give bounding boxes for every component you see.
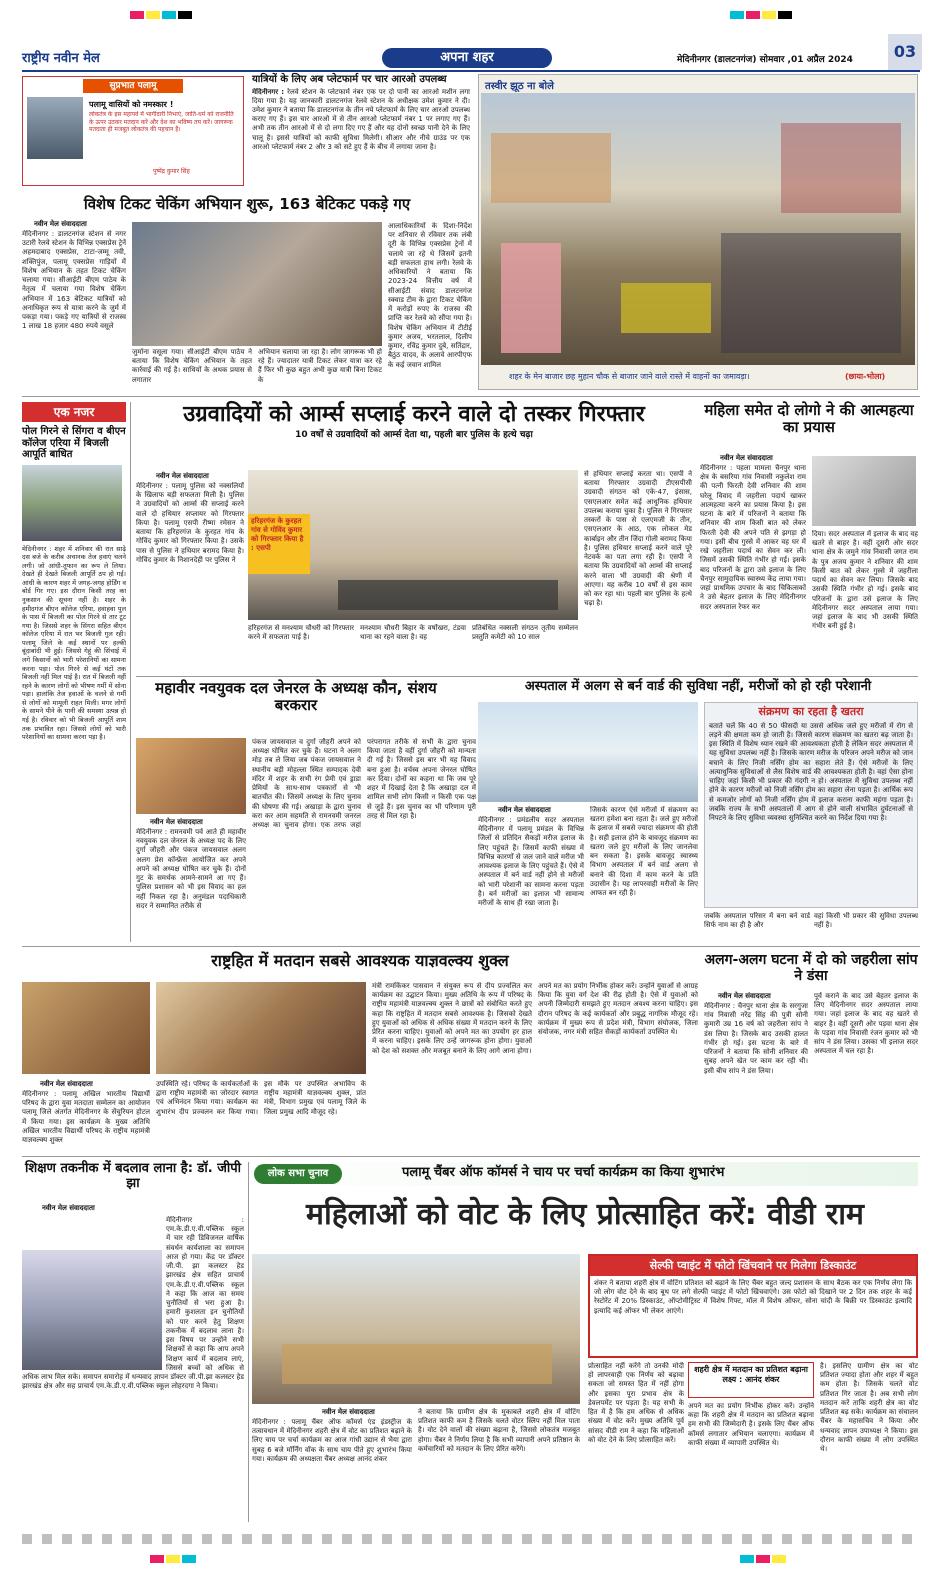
arms-caption-2: मनश्याम चौधरी बिहार के वर्षोखरा, टंडवा थाना का रहने वाला है। वह: [360, 624, 466, 642]
vote-national-body-4: अपने मत का प्रयोग निर्भीक होकर करें। उन्होंने युवाओं से आग्रह किया कि युवा वर्ग देश की रीढ़ होती है। ऐसे में युवाओं को अपनी जिम्मेदारी समझते हुए मतदान अवश्य करना चाहिए। इस दौरान परिषद के कई कार्यकर्ता और प्रबुद्ध नागरिक मौजूद रहे। कार्यक्रम में मुख्य रूप से प्रदेश मंत्री, विभाग संयोजक, जिला संयोजक, नगर मंत्री सहित सैकड़ों कार्यकर्ता उपस्थित थे।: [538, 982, 698, 1037]
ek-nazar-label: एक नजर: [22, 402, 126, 422]
arms-subheadline: 10 वर्षों से उग्रवादियों को आर्म्स देता था, पहली बार पुलिस के हत्थे चढ़ा: [295, 430, 533, 441]
dateline: मेदिनीनगर (डालटनगंज) सोमवार ,01 अप्रैल 2024: [677, 55, 853, 65]
suprabhat-box: [22, 76, 244, 186]
arms-body-1: मेदिनीनगर : पलामू पुलिस को नक्सलियों के खिलाफ बड़ी सफलता मिली है। पुलिस ने उग्रवादियों को आर्म्स की सप्लाई करने वाले दो हथियार सप्लायर को गिरफ्तार किया है। पलामू एसपी रीष्मा रमेसन ने बताया कि हरिहरगंज के कुरहत गांव के गोविंद कुमार को गिरफ्तार किया है। उसके पास से पुलिस ने हथियार बरामद किया है। गोविंद कुमार के निशानदेही पर पुलिस ने: [136, 482, 244, 564]
vote-national-byline: नवीन मेल संवाददाता: [40, 1080, 93, 1088]
infection-box: [704, 702, 918, 908]
hospital-foot-1: जबकि अस्पताल परिसर में बना बर्न वार्ड सिर्फ नाम का ही है और: [704, 912, 810, 930]
ticket-byline: नवीन मेल संवाददाता: [34, 220, 87, 228]
lok-sabha-byline: नवीन मेल संवाददाता: [322, 1408, 375, 1416]
lok-sabha-right: है। इसलिए ग्रामीण क्षेत्र का वोट प्रतिशत ज्यादा होता और शहर में बहुत कम होता है। जिसके चलते वोट प्रतिशत गिर जाता है। अब सभी लोग मतदान करें ताकि शहरी क्षेत्र का वोट प्रतिशत बढ़ सके। कार्यक्रम का संचालन चैंबर के महासचिव ने किया और धन्यवाद ज्ञापन उपाध्यक्ष ने किया। इस दौरान काफी संख्या में लोग उपस्थित थे।: [820, 1362, 918, 1454]
ticket-body-3: अभियान चलाया जा रहा है। लोग जागरूक भी हो रहे हैं। ज्यादातर यात्री टिकट लेकर यात्रा कर रहे हैं फिर भी कुछ बहुत अभी कुछ यात्री बिना टिकट के: [258, 348, 382, 384]
photo-story-credit: (छाया-भोला): [845, 372, 886, 381]
float-spacer: [22, 1216, 166, 1372]
masthead: [22, 42, 922, 70]
suprabhat-signature: पुष्पेंद्र कुमार सिंह: [153, 168, 190, 175]
education-body-text: मेदिनीनगर : एम.के.डी.ए.वी.पब्लिक स्कूल में चार रही डिविजनल वार्षिक संवर्धन कार्यशाला का समापन आज हो गया। केंद्र पर डॉक्टर जी.पी. झा कलस्टर हेड झारखंड क्षेत्र सहित प्राचार्य एम.के.डी.ए.वी.पब्लिक स्कूल ने कहा कि आज का समय चुनौतियों से भरा हुआ है। हमारी कुशलता इन चुनौतियों को पार करने हेतु शिक्षण तकनीक में बदलाव लाना है। इस विषय पर उन्होंने सभी शिक्षकों से कहा कि आप अपने शिक्षण कार्य में बदलाव लाएं, जिससे बच्चों को अधिक से अधिक लाभ मिल सके। समापन समारोह में धन्यवाद ज्ञापन डॉक्टर जी.पी.झा कलस्टर हेड झारखंड क्षेत्र और सह प्राचार्य एम.के.डी.ए.वी.पब्लिक स्कूल लोहरदगा ने किया।: [22, 1216, 244, 1391]
chamber-event-photo: [252, 1254, 580, 1404]
infection-box-body: बताते चलें कि 40 से 50 फीसदी या उससे अधिक जले हुए मरीजों में रोग से लड़ने की क्षमता कम हो जाती है। जिससे कारण संक्रमण का खतरा बढ़ जाता है। इस स्थिति में विशेष ध्यान रखने की आवश्यकता होती है लेकिन सदर अस्पताल में यह सुविधा उपलब्ध नहीं है। जिसके कारण मरीज के परिजन अपने मरीज को जान बचाने के लिए निजी नर्सिंग होम का सहारा लेते हैं। ऐसे मरीजों के लिए अत्याधुनिक सुविधाओं से लैस विशेष वार्ड की आवश्यकता होती है। वहां ऐसा होना चाहिए जहां किसी भी प्रकार की गंदगी न हो। अस्पताल में सुविधा उपलब्ध नहीं होने के कारण मरीजों को निजी नर्सिंग होम का सहारा लेना पड़ता है। आर्थिक रूप से कमजोर लोगों को निजी नर्सिंग होम में इलाज कराना काफी महंगा पड़ता है। जबकि राज्य के सभी अस्पतालों में आग से होने वाली संभावित दुर्घटनाओं से निपटने के लिए सुविधा व्यवस्था सुनिश्चित करने का निर्देश दिया गया है।: [709, 721, 913, 822]
photo-story: [478, 74, 918, 390]
education-headline: शिक्षण तकनीक में बदलाव लाना है: डॉ. जीपी झा: [25, 1161, 241, 1191]
anand-shankar-subhead: शहरी क्षेत्र में मतदान का प्रतिशत बढ़ाना लक्ष्य : आनंद शंकर: [688, 1362, 814, 1398]
hospital-ward-photo: [478, 702, 698, 802]
selfie-box: [588, 1254, 918, 1358]
selfie-box-body: शंकर ने बताया शहरी क्षेत्र में वोटिंग प्रतिशत को बढ़ाने के लिए चैंबर बहुत जल्द प्रशासन के साथ बैठक कर एक निर्णय लेगा कि जो लोग वोट देने के बाद बूथ पर लगे सेल्फी प्वाइंट में फोटो खिंचवाएंगे। उस फोटो को दिखाने पर 2 दिन तक शहर के कई रेस्टोरेंट में 20% डिस्काउंट, ऑप्टोमीट्रिस्ट में विशेष गिफ्ट, मॉल में विशेष ऑफर, सोना चांदी के बिक्री पर डिस्काउंट इत्यादि इत्यादि कई ऑफर भी लेकर आएंगे।: [594, 1279, 912, 1315]
columnist-photo: [27, 97, 83, 159]
lok-sabha-story: [252, 1162, 918, 1528]
snake-byline: नवीन मेल संवाददाता: [718, 992, 771, 1000]
divider: [22, 1156, 920, 1157]
platform-story: [252, 74, 470, 186]
parked-bikes: [721, 233, 901, 353]
lok-sabha-mid: प्रोत्साहित नहीं करेंगे तो उनकी मोदी हो लापरवाही एक निर्णय को बढ़ावा सकता जो समस्त हित में नहीं होगा और इसका पूरा प्रभाव क्षेत्र के डेवलपमेंट पर पड़ता है। यह सभी के हित में है कि हम अधिक से अधिक संख्या में वोट करें। मुख्य अतिथि पूर्व सांसद वीडी राम ने कहा कि महिलाओं को वोट देने के लिए प्रोत्साहित करें।: [588, 1362, 684, 1444]
lok-sabha-body-1: मेदिनीनगर : पलामू चैंबर ऑफ कॉमर्स एंड इंडस्ट्रीज के तत्वावधान में मेदिनीनगर शहरी क्षेत्र में वोट का प्रतिशत बढ़ाने के लिए चाय पर चर्चा कार्यक्रम का आज गांधी उद्यान से भैया द्वारा सुबह 6 बजे मॉर्निंग वॉक के साथ चाय पीते हुए शुभारंभ किया गया। कार्यक्रम की अध्यक्षता चैंबर अध्यक्ष आनंद शंकर: [252, 1418, 412, 1463]
snake-body-1: मेदिनीनगर : चैनपुर थाना क्षेत्र के सरगुजा गांव निवासी नरेंद्र सिंह की पुत्री सोनी कुमारी उम्र 16 वर्ष को जहरीला सांप ने डंस लिया है। जिसके बाद उसकी हालत गंभीर हो गई। इस घटना के बारे में परिजनों ने बताया कि सोनी शनिवार की सुबह अपने खेत पर काम कर रही थी। इसी बीच सांप ने डंस लिया।: [704, 1002, 808, 1075]
arms-photo: [248, 470, 578, 620]
arms-body-2: से हथियार सप्लाई करता था। एसपी ने बताया गिरफ्तार उग्रवादी टीएसपीसी उग्रवादी संगठन को एके-47, इंसास, एसएलआर समेत कई आधुनिक हथियार उपलब्ध कराया चुका है। पुलिस ने गिरफ्तार तस्करों के पास से एलएमजी के तीन, एसएलआर के आठ, एक लोकल मेड कार्बाइन और तीन जिंदा गोली बरामद किया है। पुलिस हथियार सप्लाई करने वाले पूरे नेटवर्क का पता लगा रही है। एसपी ने बताया कि उग्रवादियों को आर्म्स की सप्लाई करने वाला भी उग्रवादी की श्रेणी में आएगा। यह करीब 10 वर्षों से इस काम को कर रहा था। पहली बार पुलिस के हत्थे चढ़ा है।: [584, 470, 692, 608]
hospital-byline: नवीन मेल संवाददाता: [498, 806, 551, 814]
arms-caption-1: हरिहरगंज से मनश्याम चौधरी को गिरफ्तार करने में सफलता पाई है।: [248, 624, 354, 642]
hospital-foot-2: वहां किसी भी प्रकार की सुविधा उपलब्ध नहीं है।: [814, 912, 918, 930]
divider: [22, 946, 920, 947]
suicide-body-1: मेदिनीनगर : पहला मामला चैनपुर थाना क्षेत्र के बसरिया गांव निवासी नकुलेश राम की पत्नी फिरती देवी शनिवार की शाम घरेलू विवाद में जहरीला पदार्थ खाकर आत्महत्या करने का प्रयास किया है। इस घटना के बारे में परिजनों ने बताया कि शनिवार की शाम किसी बात को लेकर फिरती देवी की अपने पति से झगड़ा हो गया। इसी बीच गुस्से में आकर वह घर में रखे जहरीला पदार्थ का सेवन कर ली। जिसमें उसकी स्थिति गंभीर हो गई। इसके बाद परिजनों के द्वारा उसे इलाज के लिए चैनपुर सामुदायिक स्वास्थ्य केंद्र लाया गया। जहां प्राथमिक उपचार के बाद चिकित्सकों ने उसे बेहतर इलाज के लिए मेदिनीनगर सदर अस्पताल रेफर कर: [700, 464, 806, 611]
color-swatches-bottom-right: [740, 1548, 788, 1567]
color-swatches-left: [130, 4, 194, 23]
ek-nazar: [22, 402, 126, 942]
education-byline: नवीन मेल संवाददाता: [42, 1204, 95, 1212]
banana-cart: [621, 283, 711, 333]
hospital-headline: अस्पताल में अलग से बर्न वार्ड की सुविधा नहीं, मरीजों को हो रही परेशानी: [524, 679, 872, 694]
platform-headline: यात्रियों के लिए अब प्लेटफार्म पर चार आरओ उपलब्ध: [252, 74, 447, 85]
arms-headline: उग्रवादियों को आर्म्स सप्लाई करने वाले दो तस्कर गिरफ्तार: [183, 402, 645, 427]
fallen-pole-photo: [22, 465, 122, 541]
mahavir-photo: [136, 738, 246, 814]
education-body: [22, 1216, 244, 1522]
vote-national-headline: राष्ट्रहित में मतदान सबसे आवश्यक याज्ञवल्क्य शुक्ल: [211, 951, 509, 970]
shop-block: [491, 133, 611, 203]
registration-bar-top: [10, 4, 935, 12]
section-title: अपना शहर: [382, 48, 552, 68]
seized-weapons: [338, 580, 558, 610]
lok-sabha-body-3: अपने मत का प्रयोग निर्भीक होकर करें। उन्होंने कहा कि शहरी क्षेत्र में मतदान का प्रतिशत बढ़ाना हम सभी की जिम्मेदारी है। इसके लिए चैंबर ऑफ कॉमर्स लगातार अभियान चलाएगा। कार्यक्रम में काफी संख्या में व्यापारी उपस्थित थे।: [688, 1402, 814, 1447]
masthead-rule: [22, 70, 920, 72]
divider: [22, 396, 920, 397]
divider: [248, 1162, 249, 1522]
shop-block-2: [781, 123, 901, 213]
suprabhat-text: लोकतंत्र के इस महापर्व में भागीदारी निभाएं, जाति-धर्म को राजनीति के ऊपर उठकर मतदान करें और देश का भविष्य तय करें। जागरूक मतदाता ही मजबूत लोकतंत्र की पहचान है।: [89, 111, 234, 133]
ek-nazar-body: मेदिनीनगर : शहर में शनिवार की रात साढ़े दस बजे के करीब अचानक तेज हवाएं चलने लगी। जो आंधी-तूफान का रूप ले लिया। देखते ही देखते बिजली आपूर्ति ठप हो गई। आंधी के कारण शहर में जगह-जगह होर्डिंग व बोर्ड गिर गए। इस दौरान किसी तरह का नुकसान की सूचना नहीं है। शहर के हमीदगंज बीएन कॉलेज एरिया, हवाहवा पुल के पास में बिजली का पोल गिरने से तार टूट गया है। जिससे शहर के सिंगरा सहित बीएन कॉलेज एरिया में रात भर बिजली गुल रही। पलामू जिले के कई स्थानों पर हल्की बूंदाबांदी भी हुई। जिससे गेहूं की सिंचाई में लगे किसानों को भारी परेशानियों का सामना करना पड़ा। पोल गिरने से कई घंटों तक बिजली नहीं मिल पाई है। रात में बिजली नहीं रहने के कारण लोगों को भीषण गर्मी में सोना पड़ा। हालांकि तेज हवाओं के चलने से गर्मी से लोगों को मामूली राहत मिली। मगर लोगों के सामने पीने के पानी की समस्या उत्पन्न हो गई है। रविवार को भी बिजली आपूर्ति शाम तक प्रभावित रहा। जिससे लोगों को भारी परेशानियों का सामना करना पड़ा है।: [22, 544, 126, 742]
arms-caption-3: प्रतिबंधित नक्सली संगठन तृतीय सम्मेलन प्रस्तुति कमेटी को 10 साल: [472, 624, 578, 642]
vote-national-body-2: उपस्थिति रहे। परिषद के कार्यकर्ताओं के द्वारा राष्ट्रीय महामंत्री का जोरदार स्वागत एवं अभिनंदन किया गया। कार्यक्रम का शुभारंभ दीप प्रज्वलन कर किया गया। इस मौके पर उपस्थित अभाविप के राष्ट्रीय महामंत्री याज्ञवल्क्य शुक्ल, प्रांत मंत्री, विभाग प्रमुख एवं पलामू जिले के जिला प्रमुख आदि मौजूद रहे।: [156, 1080, 366, 1116]
vote-photo-1: [22, 982, 150, 1074]
hospital-story: [478, 680, 918, 942]
platform-body: रेलवे स्टेशन के प्लेटफार्म नंबर एक पर दो पानी का आरओ मशीन लगा दिया गया है। यह जानकारी डालटनगंज रेलवे स्टेशन के अधीक्षक उमेश कुमार ने दी। उमेश कुमार ने बताया कि डालटनगंज के तीन नये प्लेटफार्म के लिए चार आरओ उपलब्ध कराए गए हैं। इस चार आरओ में से तीन आरओ प्लेटफार्म नंबर 1 पर लगाए गए हैं। अभी तक तीन आरओ में से दो लगा दिए गए हैं और यह दोनों स्वच्छ पानी देने के लिए चालू है। इससे यात्रियों को काफी सुविधा मिलेगी। सीआर और नीचे ग्राउंड पर एक आरओ प्लेटफार्म नंबर 2 और 3 को सटे हुए हैं के बीच में लगाया जाना है।: [252, 87, 470, 151]
ticket-photo: [132, 222, 382, 346]
poison-photo: [812, 456, 916, 526]
ticket-headline: विशेष टिकट चेकिंग अभियान शुरू, 163 बेटिकट पकड़े गए: [83, 195, 411, 213]
hospital-body-2: जिसके कारण ऐसे मरीजों में संक्रमण का खतरा हमेशा बना रहता है। जले हुए मरीजों के इलाज में सबसे ज्यादा संक्रमण की होती है। सही इलाज होने के बावजूद संक्रमण का खतरा जले हुए मरीजों के लिए जानलेवा बन सकता है। इसके बावजूद स्वास्थ्य विभाग अस्पताल में बर्न वार्ड अलग से बनाने की दिशा में काम करने के प्रति उदासीन है। यह लापरवाही मरीजों के लिए आफत बन रही है।: [590, 806, 698, 898]
person-figure: [501, 243, 561, 353]
ticket-story: [22, 196, 472, 392]
ek-nazar-headline: पोल गिरने से सिंगरा व बीएन कॉलेज एरिया में बिजली आपूर्ति बाधित: [22, 426, 126, 460]
vote-photo-2: [156, 982, 366, 1074]
snake-headline: अलग-अलग घटना में दो को जहरीला सांप ने डंसा: [704, 952, 918, 985]
divider: [136, 676, 918, 677]
suicide-byline: नवीन मेल संवाददाता: [720, 454, 773, 462]
vote-national-body-1: मेदिनीनगर : पलामू अखिल भारतीय विद्यार्थी परिषद के द्वारा युवा मतदाता सम्मेलन का आयोजन पलामू जिले अंतर्गत मेदिनीनगर के सेंचुरियन होटल में किया गया। इस कार्यक्रम के मुख्य अतिथि अखिल भारतीय विद्यार्थी परिषद के राष्ट्रीय महामंत्री याज्ञवल्क्य शुक्ल: [22, 1090, 150, 1145]
ticket-body-2: जुर्माना वसूला गया। सीआईटी बीएम पाठेय ने बताया कि विशेष चेकिंग अभियान के तहत कार्रवाई की गई है। साथियों के अथक प्रयास से लगातार: [132, 348, 252, 384]
lok-sabha-kicker: पलामू चैंबर ऑफ कॉमर्स ने चाय पर चर्चा कार्यक्रम का किया शुभारंभ: [402, 1165, 725, 1180]
paper-name: राष्ट्रीय नवीन मेल: [22, 51, 100, 66]
platform-byline: मेदिनीनगर :: [252, 87, 285, 96]
mahavir-story: [136, 680, 476, 942]
education-story: [22, 1162, 244, 1522]
suicide-headline: महिला समेत दो लोगो ने की आत्महत्या का प्रयास: [704, 401, 914, 437]
suicide-body-2: दिया। सदर अस्पताल में इलाज के बाद वह खतरे से बाहर है। वहीं दूसरी ओर सदर थाना क्षेत्र के जमुने गांव निवासी जगत राम के पुत्र अजय कुमार ने शनिवार की शाम किसी बात को लेकर गुस्से में जहरीला पदार्थ का सेवन कर लिया। जिसके बाद उसकी स्थिति गंभीर हो गई। इसके बाद परिजनों के द्वारा उसे इलाज के लिए मेदिनीनगर सदर अस्पताल लाया गया। जहां इलाज के बाद भी उसकी स्थिति गंभीर बनी हुई है।: [812, 530, 918, 631]
color-swatches-right: [730, 4, 794, 23]
ticket-body-4: आलाधिकारियों के दिशा-निर्देश पर शनिवार से रविवार तक लंबी दूरी के विभिन्न एक्सप्रेस ट्रेनों में चलाये जा रहे थे जिसमें इतनी बड़ी सफलता हाथ लगी। रेलवे के अधिकारियों ने बताया कि 2023-24 वित्तीय वर्ष में सीआईटी संवाद डालटनगंज स्क्वाड टीम के द्वारा टिकट चेकिंग में करोड़ों रुपए के राजस्व की प्राप्ति कर रेलवे को सौंपा गया है। विशेष चेकिंग अभियान में टीटीई कुमार अजय, भरतलाल, दिलीप कुमार, रविंद्र कुमार दुबे, सतिंद्रार, बैठुंठ यादव, के अलावे आरपीएफ के कई जवान शामिल: [388, 222, 472, 369]
photo-story-label: तस्वीर झूठ ना बोले: [485, 81, 554, 92]
color-swatches-bottom-left: [150, 1548, 198, 1567]
snake-story: [704, 952, 918, 1152]
arms-byline: नवीन मेल संवाददाता: [156, 472, 209, 480]
suicide-story: [700, 402, 918, 672]
lok-sabha-tag: लोक सभा चुनाव: [254, 1164, 342, 1184]
registration-bar-bottom: [22, 1534, 920, 1544]
vote-national-story: [22, 952, 698, 1152]
photo-story-caption: शहर के मेन बाजार छह मुहान चौक से बाजार जाने वाले रास्ते में वाहनों का जमावड़ा।: [509, 372, 750, 381]
market-photo: [481, 93, 915, 365]
lok-sabha-body-2: ने बताया कि ग्रामीण क्षेत्र के मुकाबले शहरी क्षेत्र में वोटिंग प्रतिशत काफी कम है जिसके चलते वोटर स्लिप नहीं मिल पाता है। वोट देने वालों की संख्या बढ़ाना है, जिससे लोकतंत्र मजबूत होगा। चैंबर ने निर्णय लिया है कि सभी व्यापारी अपने प्रतिष्ठान के कर्मचारियों को मतदान के लिए प्रेरित करेंगे।: [418, 1408, 580, 1453]
mahavir-byline: नवीन मेल संवाददाता: [150, 818, 203, 826]
hospital-body-1: मेदिनीनगर : प्रमंडलीय सदर अस्पताल मेदिनीनगर में पलामू प्रमंडल के विभिन्न जिलों से प्रतिदिन सैकड़ों मरीज इलाज के लिए पहुंचते हैं। जिसमें काफी संख्या में विभिन्न कारणों से जल जाने वाले मरीज भी आवश्यक इलाज के लिए पहुंचते हैं। ऐसे में अस्पताल में बर्न वार्ड नहीं होने से मरीजों को भारी परेशानी का सामना करना पड़ता है। बर्न मरीजों का इलाज भी सामान्य मरीजों के साथ ही रखा जाता है।: [478, 816, 584, 908]
mahavir-body-2: पंकज जायसवाल व दुर्गा जौहरी अपने को अध्यक्ष घोषित कर चुके हैं। घटना ने अलग मोड़ तब ले लिया जब पंकज जायसवाल ने स्थानीय बड़ी मोहल्ला स्थित सम्पादक देवी मंदिर में शहर के सभी रंग प्रेमी एवं ड्राडा प्रेमियों के साथ-साथ पत्रकारों से भी बातचीत की। जिसमें अध्यक्ष के लिए चुनाव की घोषणा की गई। अखाड़ा के द्वारा चुनाव करा कर आम सहमति से रामनवमी जनरल अध्यक्ष का चुनाव होगा। एक तरफ जहां परंपरागत तरीके से सभी के द्वारा चुनाव किया जाता है वहीं दुर्गा जौहरी को मान्यता दी गई है। जिससे इस बार भी यह विवाद बना हुआ है। वर्चस्व अपना जेनरल घोषित कर दिया। दोनों का कहना था कि जब पूरे शहर में दिखाई देता है कि अखाड़ा दल में शामिल सभी लोग किसी न किसी एक पक्ष से जुड़े हैं। इस चुनाव का भी परिणाम पूरी तरह से मिल रहा है।: [252, 738, 476, 830]
suprabhat-label: सुप्रभात पलामू: [83, 79, 183, 93]
lok-sabha-headline: महिलाओं को वोट के लिए प्रोत्साहित करें: वीडी राम: [306, 1197, 864, 1232]
mahavir-body-1: मेदिनीनगर : रामनवमी पर्व आते ही महावीर नवयुवक दल जेनरल के अध्यक्ष पद के लिए दुर्गा जौहरी और पंकज जायसवाल अलग अलग प्रेस कॉन्फ्रेंस आयोजित कर अपने अपने को अध्यक्ष घोषित कर चुके हैं। दोनों गुट के समर्थक आमने-सामने आ गए हैं। पुलिस प्रशासन को भी इस विवाद का हल नहीं निकल रहा है। अनुमंडल पदाधिकारी सदर ने सम्मानित तरीके से: [136, 828, 246, 910]
snake-body-2: पूर्व कराने के बाद उसे बेहतर इलाज के लिए मेदिनीनगर सदर अस्पताल लाया गया। जहां इलाज के बाद वह खतरे से बाहर है। वहीं दूसरी ओर पड़वा थाना क्षेत्र के पड़वा गांव निवासी रंजन कुमार को भी सांप ने डंस लिया। उसका भी इलाज सदर अस्पताल में चल रहा है।: [814, 992, 918, 1056]
suprabhat-greeting: पलामू वासियों को नमस्कार !: [89, 100, 174, 109]
sp-quote-box: हरिहरगंज के कुरहत गांव से गोविंद कुमार को गिरफ्तार किया है : एसपी: [248, 514, 310, 574]
page-number: 03: [888, 34, 922, 70]
vote-national-body-3: मंत्री रामकिंकर पासवान ने संयुक्त रूप से दीप प्रज्वलित कर कार्यक्रम का उद्घाटन किया। मुख्य अतिथि के रूप में परिषद के राष्ट्रीय महामंत्री याज्ञवल्क्य शुक्ल ने छात्रों को संबोधित करते हुए कहा कि राष्ट्रहित में मतदान सबसे आवश्यक है। जिसको देखते हुए युवाओं को अधिक से अधिक संख्या में मतदान करने के लिए प्रेरित करना चाहिए। युवाओं को अपने मत का उपयोग हर हाल में करना चाहिए। इसके लिए उन्हें जागरूक होना होगा। युवाओं को देश को सशक्त और मजबूत बनाने के लिए आगे आना होगा।: [372, 982, 532, 1055]
selfie-box-title: सेल्फी प्वाइंट में फोटो खिंचवाने पर मिलेगा डिस्काउंट: [590, 1256, 916, 1276]
mahavir-headline: महावीर नवयुवक दल जेनरल के अध्यक्ष कौन, संशय बरकरार: [155, 679, 437, 715]
infection-box-title: संक्रमण का रहता है खतरा: [758, 705, 864, 718]
attendees: [282, 1344, 552, 1384]
arms-story: [136, 402, 692, 672]
ticket-body-1: मेदिनीनगर : डालटनगंज स्टेशन से नगर उटारी रेलवे स्टेशन के विभिन्न एक्सप्रेस ट्रेनें अहमदाबाद एक्सप्रेस, टाटा-जम्मू तवी, शक्तिपुंज, पलामू एक्सप्रेस गाड़ियों में विशेष अभियान के तहत टिकट चेकिंग चलाया गया। सीआईटी बीएम पाठेय के नेतृत्व में चलाया गया विशेष चेकिंग अभियान में 163 बेटिकट यात्रियों को अनाधिकृत रूप से यात्रा करने के जुर्म में पकड़ा गया। पकड़े गए यात्रियों से राजस्व 1 लाख 18 हजार 480 रुपये वसूले: [22, 230, 126, 331]
divider: [130, 402, 131, 942]
